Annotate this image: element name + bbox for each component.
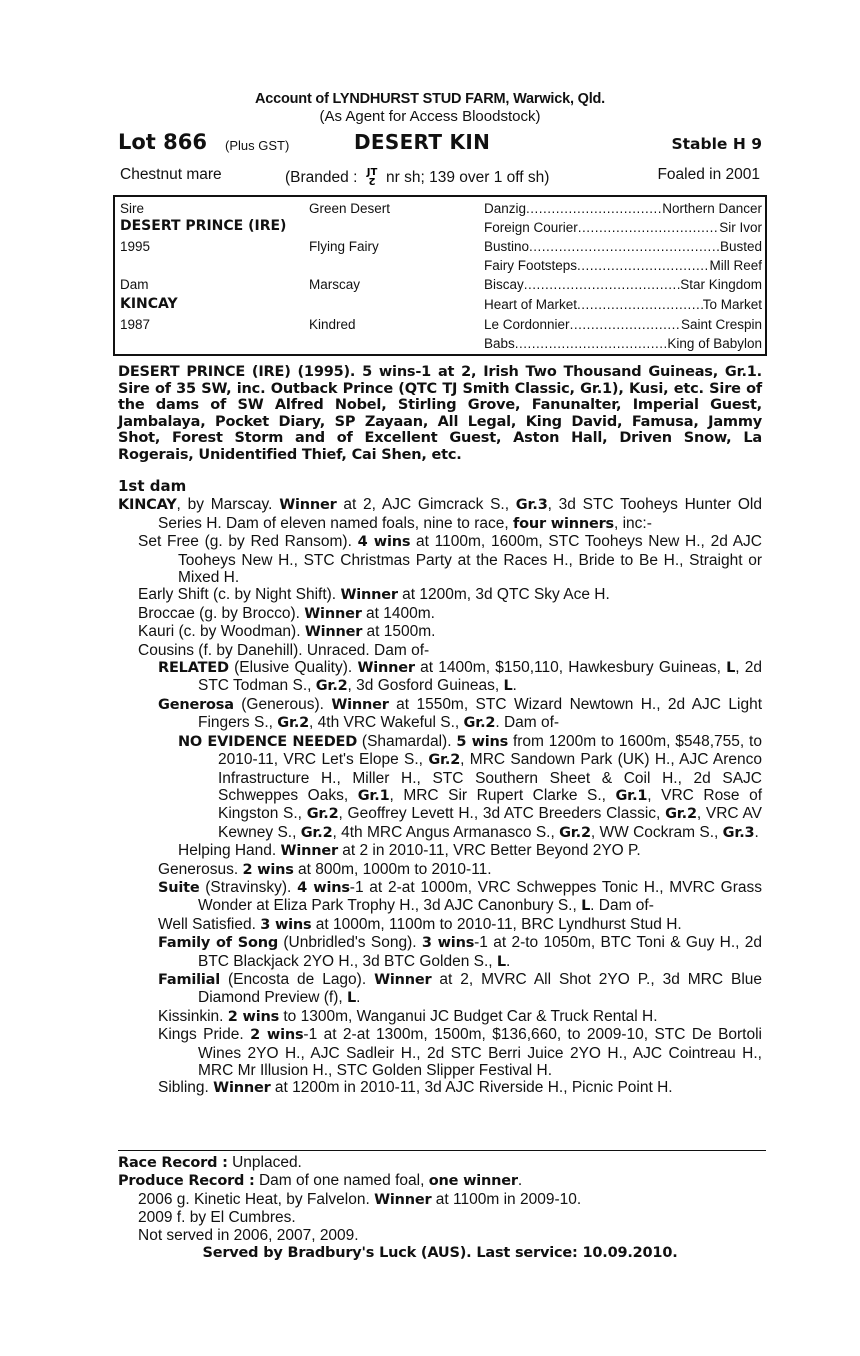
progeny-generosa: Generosa (Generous). Winner at 1550m, STC Wizard Newtown H., 2d AJC Light Fingers S., Gr.2, 4th VRC Wakeful S., Gr.2. Dam of- — [158, 695, 762, 732]
race-record: Race Record : Unplaced. — [118, 1154, 302, 1171]
progeny-kissinkin: Kissinkin. 2 wins to 1300m, Wanganui JC Budget Car & Truck Rental H. — [158, 1007, 658, 1025]
pedigree-gen3-row: Babs ..... King of Babylon — [484, 336, 762, 351]
not-served: Not served in 2006, 2007, 2009. — [138, 1226, 359, 1244]
foal-2006: 2006 g. Kinetic Heat, by Falvelon. Winner at 1100m in 2009-10. — [138, 1190, 582, 1208]
sire-name: DESERT PRINCE (IRE) — [120, 218, 287, 234]
sire-dam: Flying Fairy — [309, 239, 379, 254]
description-line — [118, 166, 762, 188]
progeny-familial: Familial (Encosta de Lago). Winner at 2, MVRC All Shot 2YO P., 3d MRC Blue Diamond Preview (f), L. — [158, 970, 762, 1007]
progeny-generosus: Generosus. 2 wins at 800m, 1000m to 2010-11. — [158, 860, 492, 878]
progeny-helping-hand: Helping Hand. Winner at 2 in 2010-11, VRC Better Beyond 2YO P. — [178, 842, 641, 860]
pedigree-gen3-row: Foreign Courier ..... Sir Ivor — [484, 220, 762, 235]
dam-dam: Kindred — [309, 317, 356, 332]
progeny-related: RELATED (Elusive Quality). Winner at 1400m, $150,110, Hawkesbury Guineas, L, 2d STC Todman S., Gr.2, 3d Gosford Guineas, L. — [158, 659, 762, 695]
dam-label: Dam — [120, 277, 149, 292]
lot-line — [118, 130, 762, 160]
sire-sire: Green Desert — [309, 201, 391, 216]
svg-text:2: 2 — [368, 175, 376, 186]
first-dam-heading: 1st dam — [118, 477, 187, 495]
brand-rest: nr sh; 139 over 1 off sh) — [386, 169, 550, 186]
sex-colour: Chestnut mare — [120, 166, 222, 183]
pedigree-gen3-row: Le Cordonnier ..... Saint Crespin — [484, 317, 762, 332]
first-dam-section — [118, 478, 762, 1098]
dam-year: 1987 — [120, 317, 151, 332]
pedigree-gen3-row: Bustino ..... Busted — [484, 239, 762, 254]
brand-open: (Branded : — [285, 169, 358, 186]
pedigree-gen3-row: Fairy Footsteps ..... Mill Reef — [484, 258, 762, 273]
progeny-well-satisfied: Well Satisfied. 3 wins at 1000m, 1100m to 2010-11, BRC Lyndhurst Stud H. — [158, 915, 682, 933]
dam-entry-kincay: KINCAY, by Marscay. Winner at 2, AJC Gimcrack S., Gr.3, 3d STC Tooheys Hunter Old Series H. Dam of eleven named foals, nine to race, four winners, inc:- — [118, 496, 762, 532]
progeny-set-free: Set Free (g. by Red Ransom). 4 wins at 1100m, 1600m, STC Tooheys New H., 2d AJC Tooheys New H., STC Christmas Party at the Races H., Bride to Be H., Straight or Mixed H. — [138, 533, 762, 587]
pedigree-table — [113, 195, 767, 356]
horse-name: DESERT KIN — [354, 130, 491, 154]
progeny-suite: Suite (Stravinsky). 4 wins-1 at 2-at 1000m, VRC Schweppes Tonic H., MVRC Grass Wonder at Eliza Park Trophy H., 3d AJC Canonbury S., L. Dam of- — [158, 878, 762, 915]
pedigree-gen3-row: Heart of Market ..... To Market — [484, 297, 762, 312]
vendor-account: Account of LYNDHURST STUD FARM, Warwick, Qld. — [254, 91, 606, 107]
stable-number: Stable H 9 — [671, 135, 762, 153]
sire-summary: DESERT PRINCE (IRE) (1995). 5 wins-1 at 2, Irish Two Thousand Guineas, Gr.1. Sire of 35 SW, inc. Outback Prince (QTC TJ Smith Classic, Gr.1), Kusi, etc. Sire of the dams of SW Alfred Nobel, Stirling Grove, Fanunalter, Imperial Guest, Jambalaya, Pocket Diary, SP Zayaan, All Legal, King David, Famusa, Jammy Shot, Forest Storm and of Excellent Guest, Aston Hall, Driven Snow, La Rogerais, Unidentified Thief, Cai Shen, etc. — [118, 364, 762, 463]
pedigree-gen3-row: Danzig ..... Northern Dancer — [484, 201, 762, 216]
served-by: Served by Bradbury's Luck (AUS). Last service: 10.09.2010. — [202, 1245, 678, 1262]
progeny-no-evidence-needed: NO EVIDENCE NEEDED (Shamardal). 5 wins from 1200m to 1600m, $548,755, to 2010-11, VRC Let's Elope S., Gr.2, MRC Sandown Park (UK) H., AJC Arenco Infrastructure H., Miller H., STC Southern Sheet & Coil H., 2d SAJC Schweppes Oaks, Gr.1, MRC Sir Rupert Clarke S., Gr.1, VRC Rose of Kingston S., Gr.2, Geoffrey Levett H., 3d ATC Breeders Classic, Gr.2, VRC AV Kewney S., Gr.2, 4th MRC Angus Armanasco S., Gr.2, WW Cockram S., Gr.3. — [178, 732, 763, 841]
lot-number: Lot 866 — [118, 130, 207, 154]
dam-name: KINCAY — [120, 296, 178, 312]
vendor-agent: (As Agent for Access Bloodstock) — [319, 108, 541, 125]
progeny-sibling: Sibling. Winner at 1200m in 2010-11, 3d AJC Riverside H., Picnic Point H. — [158, 1079, 673, 1097]
progeny-family-of-song: Family of Song (Unbridled's Song). 3 wins-1 at 2-to 1050m, BTC Toni & Guy H., 2d BTC Blackjack 2YO H., 3d BTC Golden S., L. — [158, 934, 763, 970]
pedigree-gen3-row: Biscay ..... Star Kingdom — [484, 277, 762, 292]
brand-description — [285, 166, 549, 187]
dam-sire: Marscay — [309, 277, 361, 292]
sire-label: Sire — [120, 201, 145, 216]
progeny-broccae: Broccae (g. by Brocco). Winner at 1400m. — [138, 604, 435, 622]
svg-text:JT: JT — [366, 167, 377, 178]
foaled-year: Foaled in 2001 — [657, 166, 760, 183]
record-section — [118, 1154, 762, 1262]
foal-2009: 2009 f. by El Cumbres. — [138, 1209, 296, 1227]
brand-mark-icon — [362, 166, 382, 186]
progeny-cousins: Cousins (f. by Danehill). Unraced. Dam of- — [138, 641, 430, 659]
gst-note: (Plus GST) — [225, 138, 290, 153]
progeny-kauri: Kauri (c. by Woodman). Winner at 1500m. — [138, 623, 436, 641]
sire-year: 1995 — [120, 239, 151, 254]
produce-record: Produce Record : Dam of one named foal, one winner. — [118, 1172, 523, 1190]
progeny-kings-pride: Kings Pride. 2 wins-1 at 2-at 1300m, 1500m, $136,660, to 2009-10, STC De Bortoli Wines 2YO H., AJC Sadleir H., 2d STC Berri Juice 2YO H., AJC Cointreau H., MRC Mr Illusion H., STC Golden Slipper Festival H. — [158, 1026, 763, 1079]
section-divider — [118, 1150, 766, 1151]
progeny-early-shift: Early Shift (c. by Night Shift). Winner at 1200m, 3d QTC Sky Ace H. — [138, 586, 610, 604]
